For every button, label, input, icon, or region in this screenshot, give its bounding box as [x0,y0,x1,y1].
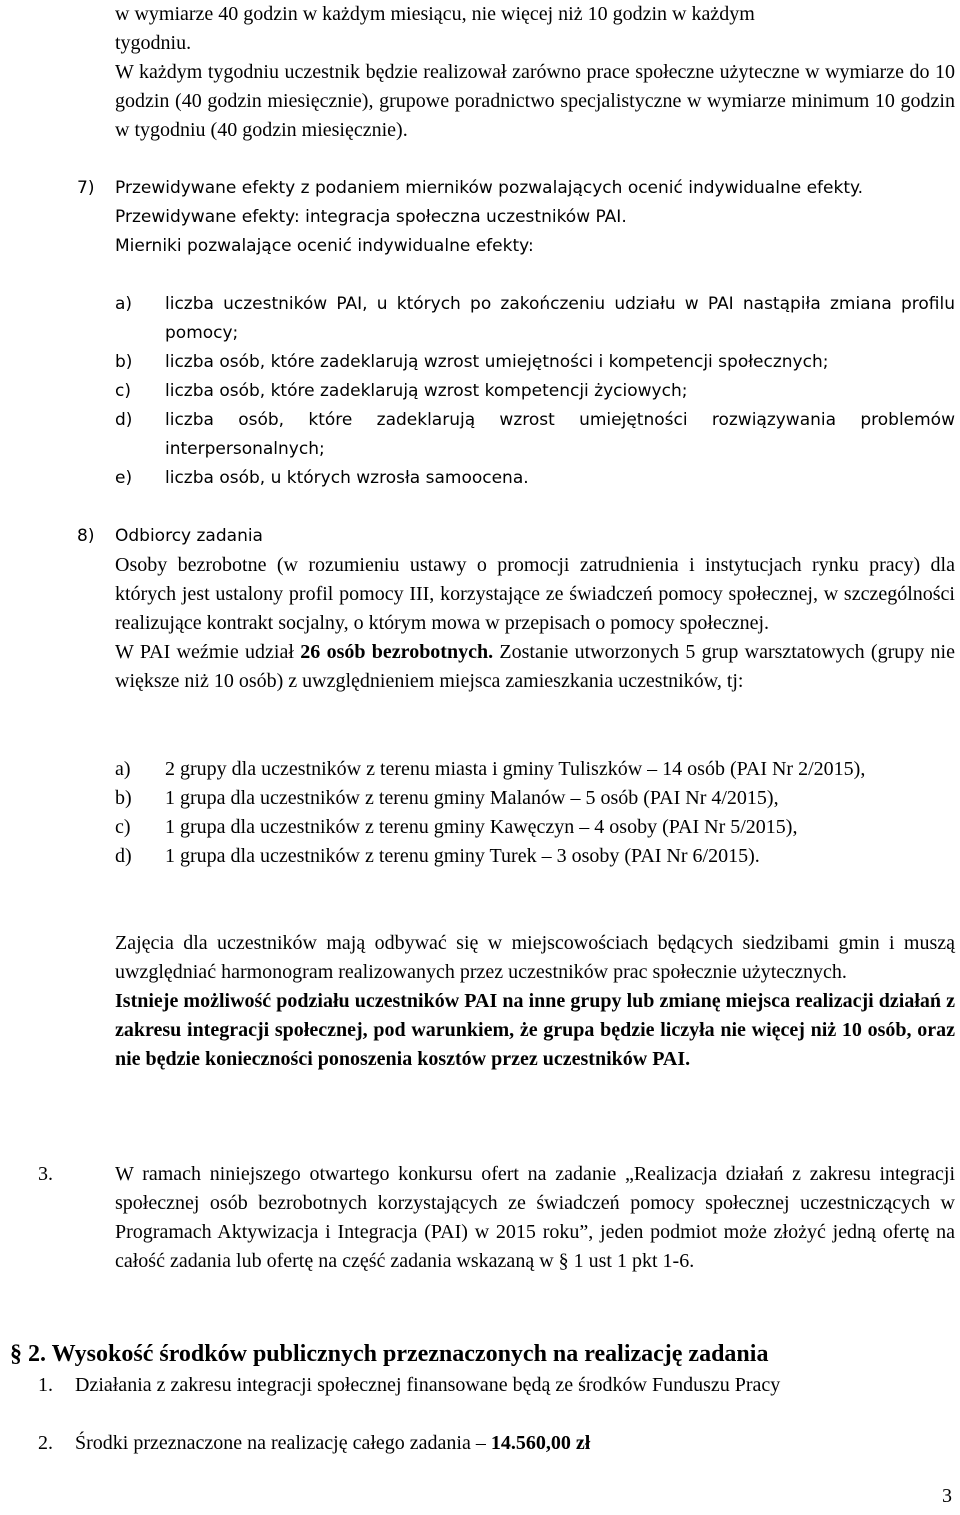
amount-text: 14.560,00 zł [490,1432,591,1454]
list-label: c) [115,381,131,401]
list-item [115,406,955,464]
list-label: a) [115,294,133,314]
point-3-text: W ramach niniejszego otwartego konkursu ofert na zadanie „Realizacja działań z zakresu integracji społecznej osób bezrobotnych korzystających ze świadczeń pomocy społecznej uczestniczących w Programach Aktywizacja i Integracja (PAI) w 2015 roku”, jeden podmiot może złożyć jedną ofertę na całość zadania lub ofertę na część zadania wskazaną w § 1 ust 1 pkt 1-6. [115,1163,955,1272]
section-8-para-4: Istnieje możliwość podziału uczestników PAI na inne grupy lub zmianę miejsca realizacji działań z zakresu integracji społecznej, pod warunkiem, że grupa będzie liczyła nie więcej niż 10 osób, oraz nie będzie konieczności ponoszenia kosztów przez uczestników PAI. [115,990,955,1070]
text-span: Środki przeznaczone na realizację całego zadania – [75,1432,491,1454]
list-label: c) [115,816,131,838]
list-text: 1 grupa dla uczestników z terenu gminy Malanów – 5 osób (PAI Nr 4/2015), [165,787,779,809]
item-number: 2. [38,1432,53,1454]
list-item [115,755,955,784]
list-label: b) [115,787,132,809]
section-8-tail [115,929,955,1074]
list-text: liczba osób, które zadeklarują wzrost umiejętności rozwiązywania problemów interpersonalnych; [165,410,955,459]
list-text: liczba osób, które zadeklarują wzrost kompetencji życiowych; [165,381,688,401]
list-item [115,784,955,813]
text-span: W PAI weźmie udział [115,641,301,663]
list-text: liczba uczestników PAI, u których po zakończeniu udziału w PAI nastąpiła zmiana profilu pomocy; [165,294,955,343]
intro-line-1 [115,0,955,58]
point-3 [38,1160,955,1276]
section-8-para-1: Osoby bezrobotne (w rozumieniu ustawy o promocji zatrudnienia i instytucjach rynku pracy) dla których jest ustalony profil pomocy III, korzystające ze świadczeń pomocy społecznej, w szczególności realizujące kontrakt socjalny, o którym mowa w przepisach o pomocy społecznej. [115,554,955,634]
section-2-item-1 [38,1371,955,1400]
section-7-number: 7) [77,178,95,198]
bold-text: 26 osób bezrobotnych. [300,641,494,663]
section-8-para-2 [115,638,955,696]
section-7-title: Przewidywane efekty z podaniem mierników pozwalających ocenić indywidualne efekty. [115,178,864,198]
list-item [115,290,955,348]
section-7-measures-intro: Mierniki pozwalające ocenić indywidualne efekty: [115,236,534,256]
point-3-number: 3. [38,1163,53,1185]
intro-paragraph [115,58,955,145]
section-2-heading: § 2. Wysokość środków publicznych przeznaczonych na realizację zadania [10,1341,769,1367]
list-label: d) [115,845,132,867]
list-item [115,813,955,842]
section-8-number: 8) [77,526,95,546]
section-2-item-2 [38,1429,955,1458]
list-label: e) [115,468,133,488]
item-number: 1. [38,1374,53,1396]
list-label: d) [115,410,133,430]
list-text: liczba osób, u których wzrosła samoocena. [165,468,529,488]
list-item [115,842,955,871]
text-line: tygodniu. [115,32,192,54]
section-8 [115,522,955,696]
item-text: Działania z zakresu integracji społecznej finansowane będą ze środków Funduszu Pracy [75,1374,781,1396]
list-item [115,464,955,493]
section-7-effects: Przewidywane efekty: integracja społeczna uczestników PAI. [115,207,627,227]
section-8-para-3: Zajęcia dla uczestników mają odbywać się w miejscowościach będących siedzibami gmin i muszą uwzględniać harmonogram realizowanych przez uczestników prac społecznie użytecznych. [115,932,955,983]
paragraph-text: W każdym tygodniu uczestnik będzie realizował zarówno prace społeczne użyteczne w wymiarze do 10 godzin (40 godzin miesięcznie), grupowe poradnictwo specjalistyczne w wymiarze minimum 10 godzin w tygodniu (40 godzin miesięcznie). [115,61,955,141]
list-item [115,377,955,406]
section-7-measures-list [115,290,955,493]
list-label: b) [115,352,133,372]
page-number: 3 [942,1485,952,1507]
list-text: liczba osób, które zadeklarują wzrost umiejętności i kompetencji społecznych; [165,352,829,372]
list-label: a) [115,758,131,780]
section-7 [115,174,955,261]
section-8-title: Odbiorcy zadania [115,526,263,546]
text-span: Zostanie utworzonych 5 grup warsztatowych (grupy nie większe niż 10 osób) z uwzględnieniem miejsca zamieszkania uczestników, tj: [115,641,955,692]
list-item [115,348,955,377]
list-text: 1 grupa dla uczestników z terenu gminy Kawęczyn – 4 osoby (PAI Nr 5/2015), [165,816,798,838]
section-8-groups-list [115,755,955,871]
list-text: 1 grupa dla uczestników z terenu gminy Turek – 3 osoby (PAI Nr 6/2015). [165,845,760,867]
text-line: w wymiarze 40 godzin w każdym miesiącu, nie więcej niż 10 godzin w każdym [115,3,755,25]
list-text: 2 grupy dla uczestników z terenu miasta i gminy Tuliszków – 14 osób (PAI Nr 2/2015), [165,758,866,780]
item-text [75,1429,955,1458]
